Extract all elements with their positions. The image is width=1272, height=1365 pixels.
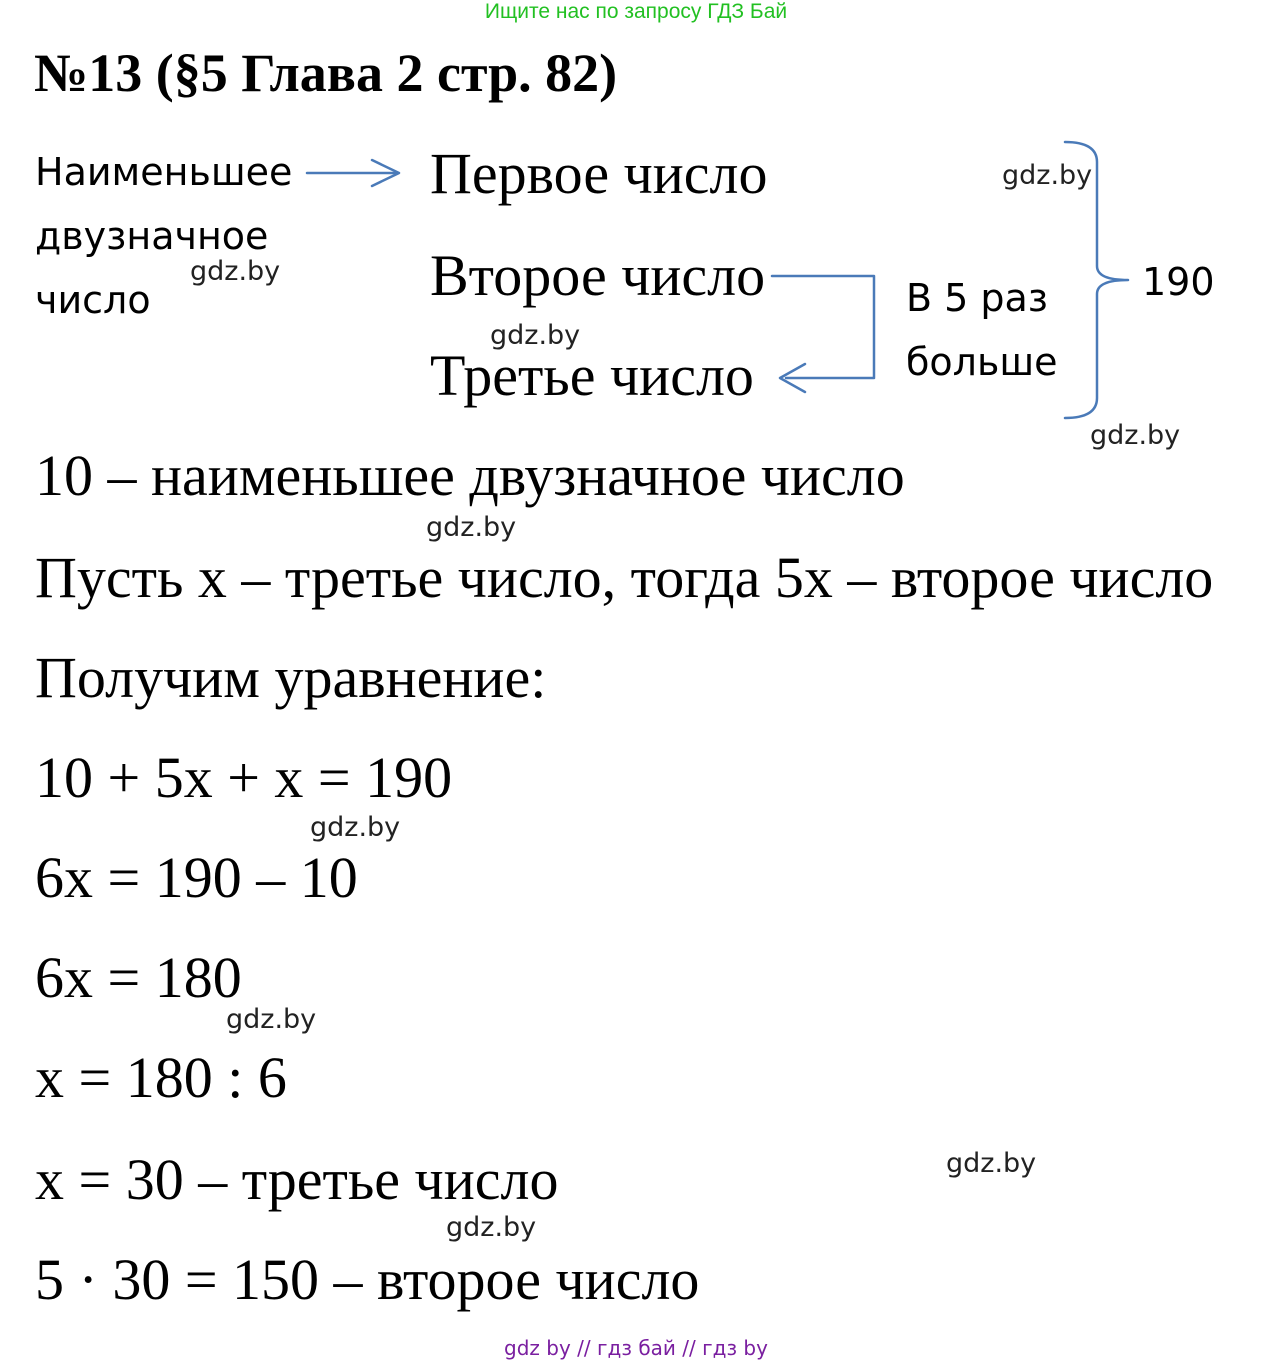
left-label-line-3: число <box>35 278 151 322</box>
watermark: gdz.by <box>310 812 401 843</box>
equation-line: 6x = 180 <box>35 945 242 1010</box>
equation-line: 5 · 30 = 150 – второе число <box>35 1247 700 1312</box>
watermark: gdz.by <box>446 1212 537 1243</box>
watermark: gdz.by <box>1002 160 1093 191</box>
equation-line: x = 30 – третье число <box>35 1147 559 1212</box>
equation-line: 6x = 190 – 10 <box>35 845 358 910</box>
equation-line: x = 180 : 6 <box>35 1045 287 1110</box>
sum-label: 190 <box>1142 260 1215 304</box>
watermark: gdz.by <box>946 1148 1037 1179</box>
ratio-label-line-1: В 5 раз <box>906 276 1049 320</box>
watermark: gdz.by <box>426 512 517 543</box>
page-title: №13 (§5 Глава 2 стр. 82) <box>34 43 618 103</box>
second-number-label: Второе число <box>430 243 766 308</box>
equation-line: 10 + 5x + x = 190 <box>35 745 453 810</box>
solution-line: Получим уравнение: <box>35 645 547 710</box>
watermark: gdz.by <box>226 1004 317 1035</box>
third-number-label: Третье число <box>430 343 754 408</box>
watermark: gdz.by <box>490 320 581 351</box>
watermark: gdz.by <box>190 256 281 287</box>
left-label-line-1: Наименьшее <box>35 150 293 194</box>
watermark: gdz.by <box>1090 420 1181 451</box>
top-banner[interactable]: Ищите нас по запросу ГДЗ Бай <box>484 0 788 23</box>
footer-links[interactable]: gdz by // гдз бай // гдз by <box>504 1336 768 1360</box>
ratio-bracket <box>772 276 874 378</box>
solution-line: Пусть x – третье число, тогда 5x – второе число <box>35 545 1214 610</box>
first-number-label: Первое число <box>430 141 768 206</box>
left-label-line-2: двузначное <box>35 214 269 258</box>
solution-line: 10 – наименьшее двузначное число <box>35 443 905 508</box>
ratio-label-line-2: больше <box>906 340 1058 384</box>
